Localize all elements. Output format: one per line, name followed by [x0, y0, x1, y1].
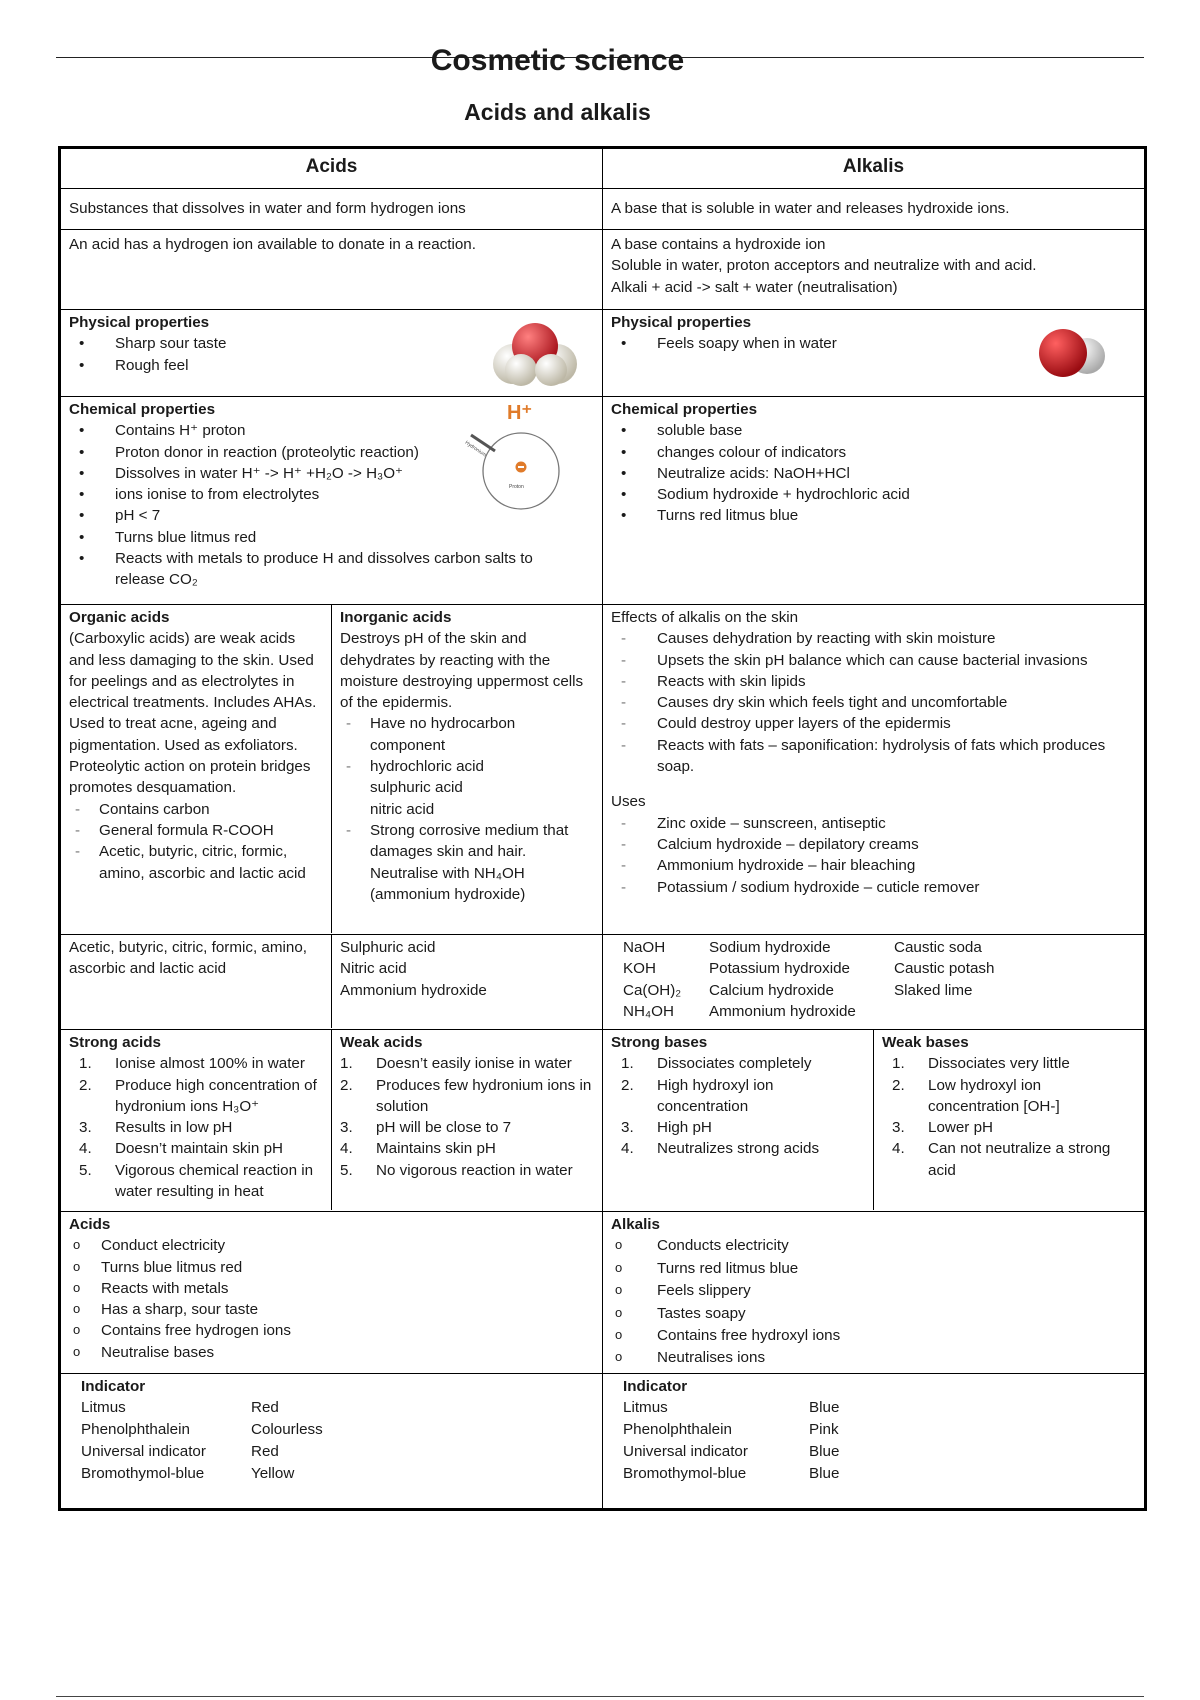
alkali-desc-line: Alkali + acid -> salt + water (neutralisation) — [611, 278, 898, 296]
indicator-name: Universal indicator — [623, 1443, 748, 1461]
organic-acids — [61, 605, 332, 933]
alkali-examples — [603, 935, 1146, 1030]
formula: NaOH — [623, 939, 666, 956]
acids-header: Acids — [60, 148, 603, 189]
list-item: • Neutralize acids: NaOH+HCl — [611, 463, 1136, 484]
list-item: 1. Dissociates completely — [611, 1053, 865, 1074]
list-item: • Reacts with metals to produce H and dissolves carbon salts to release CO₂ — [69, 548, 594, 591]
formula: Ca(OH)₂ — [623, 981, 682, 999]
indicator-colour: Blue — [809, 1465, 840, 1483]
comparison-table — [58, 146, 1147, 1511]
list-item: - Reacts with skin lipids — [611, 671, 1136, 692]
table-row — [81, 1441, 323, 1463]
list-item: 5. No vigorous reaction in water — [340, 1160, 594, 1181]
list-item: 5. Vigorous chemical reaction in water resulting in heat — [69, 1160, 323, 1203]
list-item: o Contains free hydroxyl ions — [611, 1325, 1136, 1347]
list-item: • Sodium hydroxide + hydrochloric acid — [611, 484, 1136, 505]
list-item: o Contains free hydrogen ions — [69, 1320, 594, 1341]
indicator-name: Phenolphthalein — [81, 1421, 190, 1439]
list-item: 1. Dissociates very little — [882, 1053, 1136, 1074]
example-item: Nitric acid — [340, 960, 407, 978]
weak-acids-heading: Weak acids — [340, 1034, 423, 1051]
alkali-effects — [603, 605, 1146, 935]
list-item: 1. Doesn’t easily ionise in water — [340, 1053, 594, 1074]
bottom-rule — [56, 1696, 1144, 1697]
list-item: o Turns blue litmus red — [69, 1257, 594, 1278]
list-item: 3. Lower pH — [882, 1117, 1136, 1138]
organic-text: (Carboxylic acids) are weak acids and less damaging to the skin. Used for peelings and as electrolytes in electrical treatments. Includes AHAs. Used to treat acne, ageing and pigmentation. Used as exfoliators. Proteolytic action on protein bridges promotes desquamation. — [69, 630, 317, 797]
inorganic-note: Neutralise with NH₄OH (ammonium hydroxide) — [370, 864, 526, 903]
acids-indicator-heading: Indicator — [81, 1378, 146, 1395]
acid-name: sulphuric acid — [370, 779, 463, 797]
list-item: • changes colour of indicators — [611, 442, 1136, 463]
list-item — [340, 756, 594, 820]
list-item: o Turns red litmus blue — [611, 1258, 1136, 1280]
list-item: 2. Low hydroxyl ion concentration [OH-] — [882, 1075, 1136, 1118]
strong-bases — [603, 1030, 874, 1210]
list-item: • Proton donor in reaction (proteolytic reaction) — [69, 442, 594, 463]
indicator-name: Bromothymol-blue — [623, 1465, 747, 1483]
acids-description: An acid has a hydrogen ion available to donate in a reaction. — [60, 230, 603, 310]
alkali-desc-line: Soluble in water, proton acceptors and neutralize with and acid. — [611, 257, 1037, 275]
list-item: o Feels slippery — [611, 1280, 1136, 1302]
indicator-colour: Colourless — [251, 1421, 323, 1439]
list-item: 4. Doesn’t maintain skin pH — [69, 1138, 323, 1159]
proton-inner-label: Proton — [509, 484, 524, 490]
indicator-colour: Red — [251, 1399, 279, 1417]
indicator-name: Universal indicator — [81, 1443, 206, 1461]
page-subtitle: Acids and alkalis — [464, 99, 651, 125]
compound-name: Calcium hydroxide — [709, 981, 834, 999]
compound-name: Potassium hydroxide — [709, 960, 850, 978]
list-item: - Causes dehydration by reacting with skin moisture — [611, 628, 1136, 649]
alkalis-header: Alkalis — [603, 148, 1146, 189]
indicator-colour: Red — [251, 1443, 279, 1461]
alkalis-description — [603, 230, 1146, 310]
indicator-name: Litmus — [81, 1399, 126, 1417]
list-item: - Zinc oxide – sunscreen, antiseptic — [611, 813, 1136, 834]
list-item: - Have no hydrocarbon component — [340, 713, 594, 756]
list-item: • Contains H⁺ proton — [69, 420, 594, 441]
alkali-desc-line: A base contains a hydroxide ion — [611, 236, 826, 253]
list-item: 4. Can not neutralize a strong acid — [882, 1138, 1136, 1181]
acids-definition: Substances that dissolves in water and form hydrogen ions — [60, 189, 603, 230]
list-item: 1. Ionise almost 100% in water — [69, 1053, 323, 1074]
list-item — [340, 820, 594, 905]
inorganic-acids — [332, 605, 603, 933]
table-row — [623, 1001, 994, 1022]
table-row — [81, 1463, 323, 1485]
list-item: - General formula R-COOH — [69, 820, 323, 841]
alkalis-indicator-heading: Indicator — [623, 1378, 688, 1395]
table-row — [623, 958, 994, 979]
example-item: Sulphuric acid — [340, 939, 436, 956]
organic-examples: Acetic, butyric, citric, formic, amino, ascorbic and lactic acid — [69, 939, 307, 978]
weak-bases-heading: Weak bases — [882, 1034, 969, 1051]
common-name: Slaked lime — [894, 981, 973, 999]
acids-physical-heading: Physical properties — [69, 314, 210, 331]
strong-bases-heading: Strong bases — [611, 1034, 708, 1051]
alkalis-physical — [603, 310, 1146, 397]
list-item: o Has a sharp, sour taste — [69, 1299, 594, 1320]
list-item: 4. Neutralizes strong acids — [611, 1138, 865, 1159]
list-item: • soluble base — [611, 420, 1136, 441]
list-item: - Causes dry skin which feels tight and uncomfortable — [611, 692, 1136, 713]
list-item: • pH < 7 — [69, 505, 594, 526]
acids-indicator — [60, 1374, 603, 1510]
formula: NH₄OH — [623, 1002, 674, 1020]
list-item: o Reacts with metals — [69, 1278, 594, 1299]
list-item: • ions ionise to from electrolytes — [69, 484, 594, 505]
alkalis-indicator — [603, 1374, 1146, 1510]
hydroxide-ion-icon — [1033, 324, 1113, 384]
table-row — [623, 1441, 839, 1463]
acid-types-cell — [60, 605, 603, 935]
strong-acids — [61, 1030, 332, 1210]
uses-heading: Uses — [611, 793, 646, 811]
base-strength-cell — [603, 1030, 1146, 1212]
list-item: 3. pH will be close to 7 — [340, 1117, 594, 1138]
list-item: o Conducts electricity — [611, 1235, 1136, 1257]
list-item: 3. High pH — [611, 1117, 865, 1138]
common-name: Caustic soda — [894, 939, 982, 956]
acids-summary-heading: Acids — [69, 1216, 111, 1233]
list-item: o Neutralise bases — [69, 1342, 594, 1363]
acid-examples-cell — [60, 935, 603, 1030]
water-molecule-icon — [491, 318, 581, 390]
indicator-colour: Yellow — [251, 1465, 295, 1483]
alkalis-summary-heading: Alkalis — [611, 1216, 660, 1233]
list-item: o Tastes soapy — [611, 1303, 1136, 1325]
compound-name: Sodium hydroxide — [709, 939, 831, 956]
indicator-name: Bromothymol-blue — [81, 1465, 205, 1483]
alkalis-chemical-heading: Chemical properties — [611, 401, 758, 418]
list-item: 4. Maintains skin pH — [340, 1138, 594, 1159]
common-name — [894, 1001, 994, 1022]
inorganic-heading: Inorganic acids — [340, 609, 452, 626]
inorganic-text: Destroys pH of the skin and dehydrates by reacting with the moisture destroying uppermost cells of the epidermis. — [340, 630, 584, 712]
table-row — [623, 937, 994, 958]
list-item: o Neutralises ions — [611, 1347, 1136, 1369]
list-item: • Dissolves in water H⁺ -> H⁺ +H₂O -> H₃O⁺ — [69, 463, 594, 484]
list-item: - Acetic, butyric, citric, formic, amino, ascorbic and lactic acid — [69, 841, 323, 884]
list-item: • Sharp sour taste — [69, 333, 594, 354]
indicator-name: Phenolphthalein — [623, 1421, 732, 1439]
page-title: Cosmetic science — [430, 44, 685, 77]
alkalis-definition: A base that is soluble in water and releases hydroxide ions. — [603, 189, 1146, 230]
list-item: • Feels soapy when in water — [611, 333, 1136, 354]
list-item: • Turns blue litmus red — [69, 527, 594, 548]
table-row — [623, 1419, 839, 1441]
list-item: - Contains carbon — [69, 799, 323, 820]
acids-physical — [60, 310, 603, 397]
indicator-colour: Pink — [809, 1421, 839, 1439]
list-item: - Upsets the skin pH balance which can cause bacterial invasions — [611, 650, 1136, 671]
common-name: Caustic potash — [894, 960, 995, 978]
list-item: - Calcium hydroxide – depilatory creams — [611, 834, 1136, 855]
hydronium-path-label: Hydronium — [463, 439, 488, 459]
list-item: • Rough feel — [69, 355, 594, 376]
list-item: - Could destroy upper layers of the epidermis — [611, 713, 1136, 734]
inorganic-note: - Strong corrosive medium that damages skin and hair. — [370, 821, 569, 861]
list-item: • Turns red litmus blue — [611, 505, 1136, 526]
proton-diagram — [461, 403, 571, 511]
table-row — [81, 1397, 323, 1419]
proton-label: H⁺ — [507, 402, 532, 424]
alkalis-chemical — [603, 397, 1146, 605]
list-item: o Conduct electricity — [69, 1235, 594, 1256]
indicator-colour: Blue — [809, 1443, 840, 1461]
acids-summary — [60, 1212, 603, 1374]
list-item: 2. High hydroxyl ion concentration — [611, 1075, 865, 1118]
table-row — [81, 1419, 323, 1441]
list-item: 3. Results in low pH — [69, 1117, 323, 1138]
list-item: 2. Produce high concentration of hydronium ions H₃O⁺ — [69, 1075, 323, 1118]
list-item: 2. Produces few hydronium ions in solution — [340, 1075, 594, 1118]
acids-chemical-heading: Chemical properties — [69, 401, 216, 418]
organic-heading: Organic acids — [69, 609, 170, 626]
acid-name: nitric acid — [370, 800, 435, 818]
strong-acids-heading: Strong acids — [69, 1034, 161, 1051]
weak-acids — [332, 1030, 603, 1210]
list-item: - Reacts with fats – saponification: hydrolysis of fats which produces soap. — [611, 735, 1136, 778]
indicator-name: Litmus — [623, 1399, 668, 1417]
alkalis-summary — [603, 1212, 1146, 1374]
table-row — [623, 1397, 839, 1419]
alkalis-physical-heading: Physical properties — [611, 314, 752, 331]
compound-name: Ammonium hydroxide — [709, 1002, 856, 1020]
inorganic-examples — [332, 935, 603, 1028]
list-item: - Potassium / sodium hydroxide – cuticle remover — [611, 877, 1136, 898]
list-item: - Ammonium hydroxide – hair bleaching — [611, 855, 1136, 876]
effects-heading: Effects of alkalis on the skin — [611, 609, 799, 626]
table-row — [623, 1463, 839, 1485]
acids-chemical — [60, 397, 603, 605]
indicator-colour: Blue — [809, 1399, 840, 1417]
weak-bases — [874, 1030, 1145, 1210]
example-item: Ammonium hydroxide — [340, 981, 487, 999]
table-row — [623, 980, 994, 1001]
acid-strength-cell — [60, 1030, 603, 1212]
formula: KOH — [623, 960, 656, 978]
acid-name: - hydrochloric acid — [370, 758, 484, 776]
